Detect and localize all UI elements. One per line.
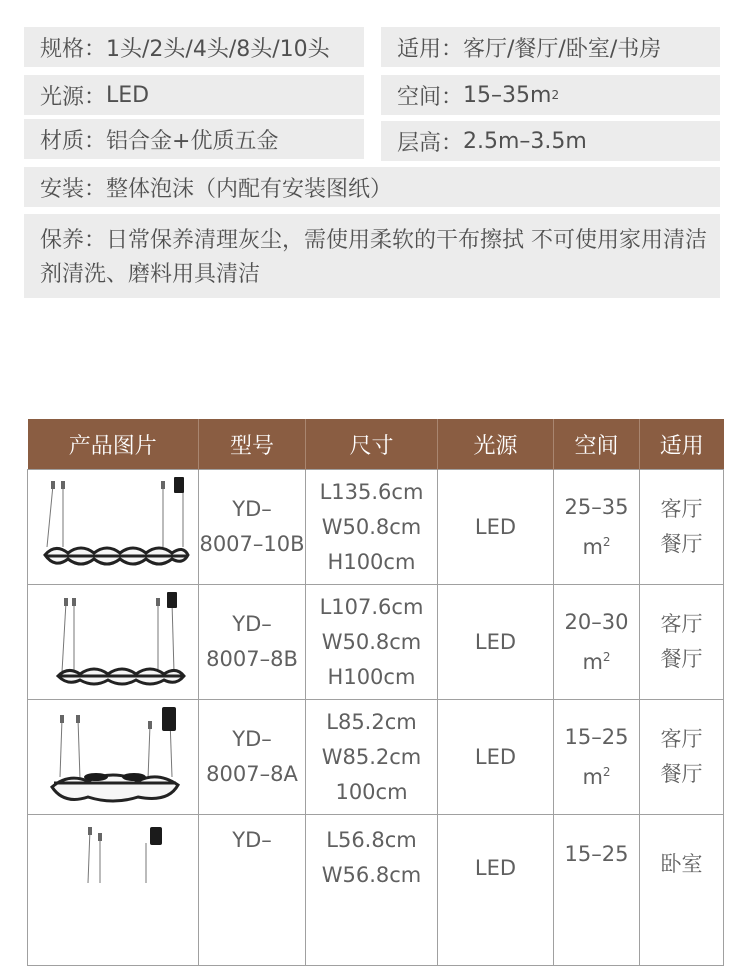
size-cell [306,700,438,815]
space-range: 20–30 [564,609,629,634]
material-value: 铝合金+优质五金 [106,128,279,154]
size-width: W56.8cm [321,863,422,887]
material-label: 材质： [40,128,107,154]
space-range: 15–25 [564,842,629,866]
light-cell: LED [438,585,554,700]
table-row [28,700,724,815]
height-label: 层高： [397,130,464,156]
size-cell [306,585,438,700]
light-value: LED [474,856,517,880]
model-cell [199,585,306,700]
use-line-2: 餐厅 [660,532,703,556]
spec-row-spec [24,27,364,67]
install-value: 整体泡沫（内配有安装图纸） [106,176,393,202]
space-cell [554,585,640,700]
space-cell [554,470,640,585]
space-unit: m [582,764,603,789]
size-cell [306,470,438,585]
spec-row-material [24,119,364,159]
header-image: 产品图片 [28,419,199,470]
space-unit: m [582,649,603,674]
height-value: 2.5m–3.5m [463,128,587,154]
pendant-lamp-8a-image [38,707,188,807]
header-light: 光源 [438,419,554,470]
pendant-lamp-small-image [38,823,188,883]
use-cell [640,470,724,585]
light-value: LED [106,82,150,108]
use-cell [640,585,724,700]
pendant-lamp-8b-image [38,592,188,692]
model-line-2: 8007–10B [199,532,305,556]
space-unit-sup: 2 [602,649,611,664]
spec-label: 规格： [40,36,107,62]
product-image-cell [28,815,199,966]
spec-row-install [24,167,720,207]
use-cell [640,815,724,966]
spec-row-light [24,75,364,115]
table-header-row [28,419,724,470]
product-image-cell [28,470,199,585]
space-range: 25–35 [564,494,629,519]
use-line-2: 餐厅 [660,647,703,671]
space-unit: m [582,534,603,559]
spec-row-care [24,214,720,298]
size-cell [306,815,438,966]
product-image-cell [28,585,199,700]
spec-row-space [381,75,720,115]
model-line-1: YD– [232,497,272,521]
table-row [28,815,724,966]
spec-row-height [381,121,720,161]
install-label: 安装： [40,176,107,202]
product-image-cell [28,700,199,815]
space-cell [554,815,640,966]
use-label: 适用： [397,36,464,62]
size-length: L107.6cm [319,594,424,619]
light-cell: LED [438,470,554,585]
space-unit-sup: 2 [602,534,611,549]
care-value: 日常保养清理灰尘，需使用柔软的干布擦拭 不可使用家用清洁剂清洗、磨料用具清洁 [40,228,708,287]
table-row [28,470,724,585]
model-line-2: 8007–8A [206,762,298,786]
space-unit-sup: 2 [551,88,560,102]
light-cell [438,815,554,966]
care-label: 保养： [40,228,107,253]
pendant-lamp-10-head-image [33,477,193,577]
space-range: 15–25 [564,724,629,749]
space-label: 空间： [397,84,464,110]
header-use: 适用 [640,419,724,470]
header-size: 尺寸 [306,419,438,470]
light-label: 光源： [40,84,107,110]
size-width: W50.8cm [321,629,422,654]
size-height: H100cm [327,549,416,574]
light-cell: LED [438,700,554,815]
model-line-1: YD– [232,612,272,636]
header-model: 型号 [199,419,306,470]
size-width: W50.8cm [321,514,422,539]
size-width: W85.2cm [321,744,422,769]
size-length: L85.2cm [326,709,417,734]
use-line-2: 餐厅 [660,762,703,786]
model-cell [199,470,306,585]
space-cell [554,700,640,815]
spec-row-use [381,27,720,67]
model-cell [199,815,306,966]
size-length: L135.6cm [319,479,424,504]
header-space: 空间 [554,419,640,470]
space-unit-sup: 2 [602,764,611,779]
table-row [28,585,724,700]
spec-value: 1头/2头/4头/8头/10头 [106,36,330,62]
use-line-1: 客厅 [660,612,703,636]
space-value: 15–35m [463,82,552,108]
model-line-1: YD– [232,727,272,751]
use-line-1: 客厅 [660,727,703,751]
model-line-1: YD– [232,828,272,852]
size-height: 100cm [335,779,408,804]
use-line-1: 卧室 [660,852,703,876]
model-line-2: 8007–8B [206,647,298,671]
model-cell [199,700,306,815]
use-value: 客厅/餐厅/卧室/书房 [463,36,662,62]
size-length: L56.8cm [326,828,417,852]
use-line-1: 客厅 [660,497,703,521]
size-height: H100cm [327,664,416,689]
use-cell [640,700,724,815]
